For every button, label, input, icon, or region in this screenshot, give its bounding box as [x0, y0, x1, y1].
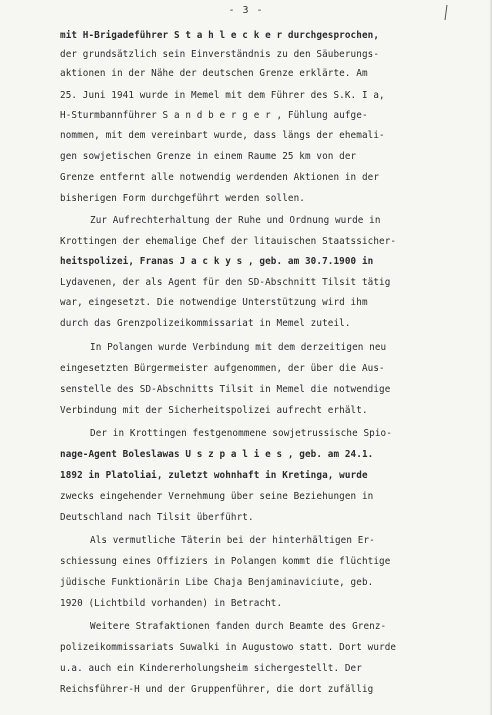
text-line: Verbindung mit der Sicherheitspolizei aufrecht erhält. — [60, 405, 368, 416]
text-line: zwecks eingehender Vernehmung über seine Beziehungen in — [60, 491, 374, 502]
text-line: gen sowjetischen Grenze in einem Raume 25 km von der — [60, 151, 357, 162]
text-line: Als vermutliche Täterin bei der hinterhältigen Er- — [90, 535, 375, 546]
text-line: H-Sturmbannführer S a n d b e r g e r , Fühlung aufge- — [60, 110, 368, 121]
text-line: heitspolizei, Franas J a c k y s , geb. am 30.7.1900 in — [60, 256, 374, 267]
text-line: Zur Aufrechterhaltung der Ruhe und Ordnung wurde in — [90, 215, 381, 226]
text-line: senstelle des SD-Abschnitts Tilsit in Memel die notwendige — [60, 384, 391, 395]
text-line: 1892 in Platoliai, zuletzt wohnhaft in Kretinga, wurde — [60, 470, 368, 481]
text-line: nage-Agent Boleslawas U s z p a l i e s , geb. am 24.1. — [60, 449, 374, 460]
text-line: bisherigen Form durchgeführt werden sollen. — [60, 193, 305, 204]
text-line: Deutschland nach Tilsit überführt. — [60, 512, 254, 523]
text-line: aktionen in der Nähe der deutschen Grenze erklärte. Am — [60, 68, 368, 79]
text-line: 1920 (Lichtbild vorhanden) in Betracht. — [60, 598, 283, 609]
text-line: war, eingesetzt. Die notwendige Unterstützung wird ihm — [60, 297, 368, 308]
text-line: Krottingen der ehemalige Chef der litauischen Staatssicher- — [60, 236, 397, 247]
text-line: Reichsführer-H und der Gruppenführer, die dort zufällig — [60, 684, 374, 695]
text-line: In Polangen wurde Verbindung mit dem derzeitigen neu — [90, 342, 387, 353]
text-line: schiessung eines Offiziers in Polangen kommt die flüchtige — [60, 556, 391, 567]
text-line: jüdische Funktionärin Libe Chaja Benjaminaviciute, geb. — [60, 577, 374, 588]
margin-pencil-mark — [440, 4, 450, 22]
text-line: nommen, mit dem vereinbart wurde, dass längs der ehemali- — [60, 130, 385, 141]
text-line: der grundsätzlich sein Einverständnis zu den Säuberungs- — [60, 49, 380, 60]
text-line: Weitere Strafaktionen fanden durch Beamte des Grenz- — [90, 621, 387, 632]
text-line: mit H-Brigadeführer S t a h l e c k e r durchgesprochen, — [60, 30, 380, 41]
text-line: durch das Grenzpolizeikommissariat in Memel zuteil. — [60, 318, 351, 329]
text-line: Grenze entfernt alle notwendig werdenden Aktionen in der — [60, 172, 380, 183]
text-line: Der in Krottingen festgenommene sowjetrussische Spio- — [90, 428, 392, 439]
text-line: 25. Juni 1941 wurde in Memel mit dem Führer des S.K. I a, — [60, 90, 385, 101]
text-line: polizeikommissariats Suwalki in Augustowo statt. Dort wurde — [60, 642, 397, 653]
text-line: Lydavenen, der als Agent für den SD-Abschnitt Tilsit tätig — [60, 277, 391, 288]
text-line: u.a. auch ein Kindererholungsheim sichergestellt. Der — [60, 663, 362, 674]
page-number: - 3 - — [228, 5, 264, 16]
text-line: eingesetzten Bürgermeister aufgenommen, der über die Aus- — [60, 363, 385, 374]
